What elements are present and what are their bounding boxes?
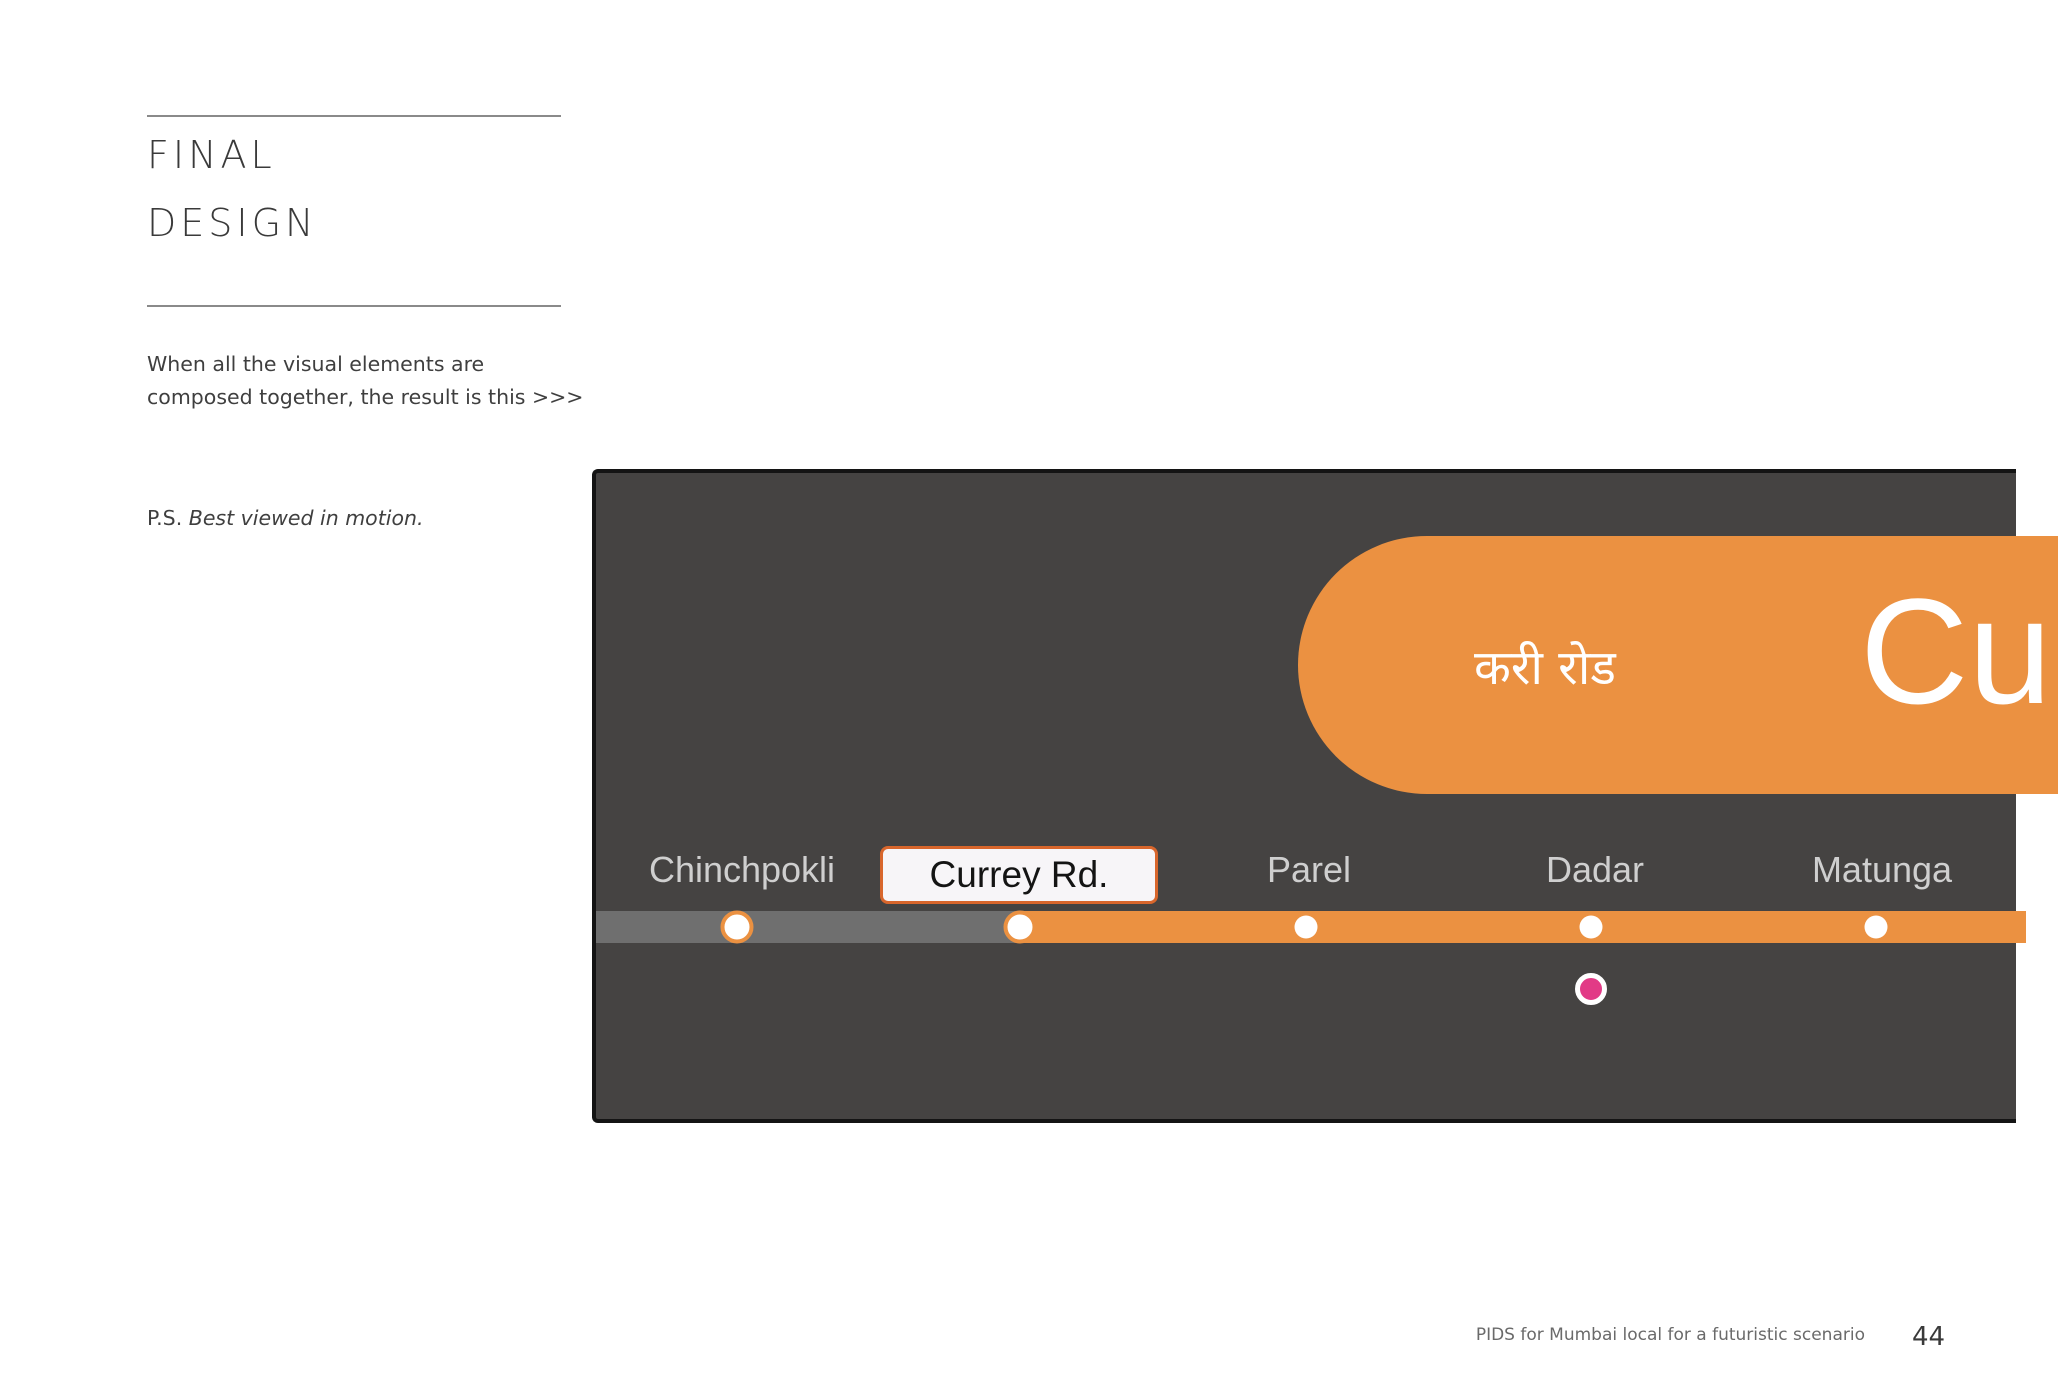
station-label-parel: Parel [1266, 849, 1352, 890]
pids-display-panel [592, 469, 2052, 1123]
station-label-dadar: Dadar [1545, 849, 1645, 890]
station-label-matunga: Matunga [1811, 849, 1953, 890]
description-text: When all the visual elements are composed together, the result is this >>> [147, 352, 584, 409]
stop-dot-matunga [1865, 916, 1888, 939]
ps-note [147, 506, 424, 530]
bottom-divider [147, 305, 561, 307]
ps-prefix: P.S. [147, 506, 183, 530]
passed-track [596, 911, 1016, 943]
current-station-english: Cu [1860, 567, 2052, 735]
page-number: 44 [1912, 1322, 1946, 1352]
stop-dot-currey-rd [1004, 911, 1037, 944]
top-divider [147, 115, 561, 117]
page-title-line-2: DESIGN [147, 201, 318, 245]
ps-note-text: Best viewed in motion. [188, 506, 424, 530]
station-label-currey-rd: Currey Rd. [880, 846, 1158, 904]
stop-dot-parel [1295, 916, 1318, 939]
stop-dot-chinchpokli [721, 911, 754, 944]
page-title-line-1: FINAL [147, 133, 276, 177]
train-position-marker [1575, 973, 1607, 1005]
station-label-chinchpokli: Chinchpokli [648, 849, 836, 890]
stop-dot-dadar [1580, 916, 1603, 939]
footer-caption: PIDS for Mumbai local for a futuristic scenario [1475, 1325, 1865, 1345]
current-station-hindi: करी रोड [1474, 640, 1616, 696]
current-station-banner [1298, 536, 2058, 794]
